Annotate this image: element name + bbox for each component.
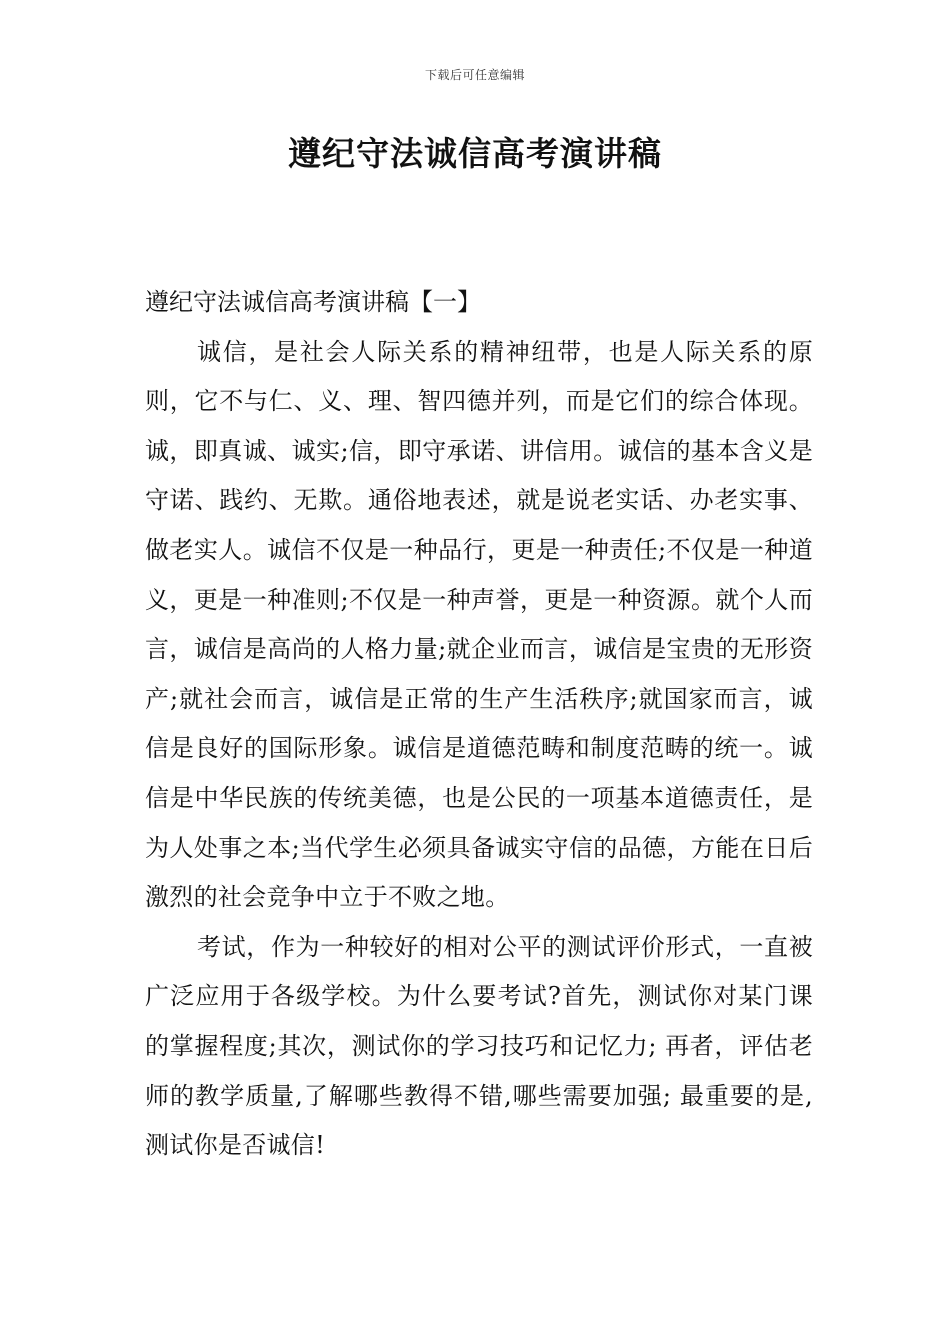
page-header-note: 下载后可任意编辑 bbox=[424, 68, 525, 82]
body-paragraph: 诚信，是社会人际关系的精神纽带，也是人际关系的原则，它不与仁、义、理、智四德并列，而是它们的综合体现。诚，即真诚、诚实;信，即守承诺、讲信用。诚信的基本含义是守诺、践约、无欺。通俗地表述，就是说老实话、办老实事、做老实人。诚信不仅是一种品行，更是一种责任;不仅是一种道义，更是一种准则;不仅是一种声誉，更是一种资源。就个人而言，诚信是高尚的人格力量;就企业而言，诚信是宝贵的无形资产;就社会而言，诚信是正常的生产生活秩序;就国家而言，诚信是良好的国际形象。诚信是道德范畴和制度范畴的统一。诚信是中华民族的传统美德，也是公民的一项基本道德责任，是为人处事之本;当代学生必须具备诚实守信的品德，方能在日后激烈的社会竞争中立于不败之地。 bbox=[145, 337, 813, 912]
body-paragraph: 考试，作为一种较好的相对公平的测试评价形式，一直被广泛应用于各级学校。为什么要考试?首先，测试你对某门课的掌握程度;其次，测试你的学习技巧和记忆力; 再者，评估老师的教学质量,了解哪些教得不错,哪些需要加强; 最重要的是,测试你是否诚信! bbox=[145, 932, 813, 1160]
document-title: 遵纪守法诚信高考演讲稿 bbox=[288, 134, 662, 173]
document-body bbox=[145, 278, 813, 1171]
section-heading: 遵纪守法诚信高考演讲稿【一】 bbox=[145, 288, 481, 316]
